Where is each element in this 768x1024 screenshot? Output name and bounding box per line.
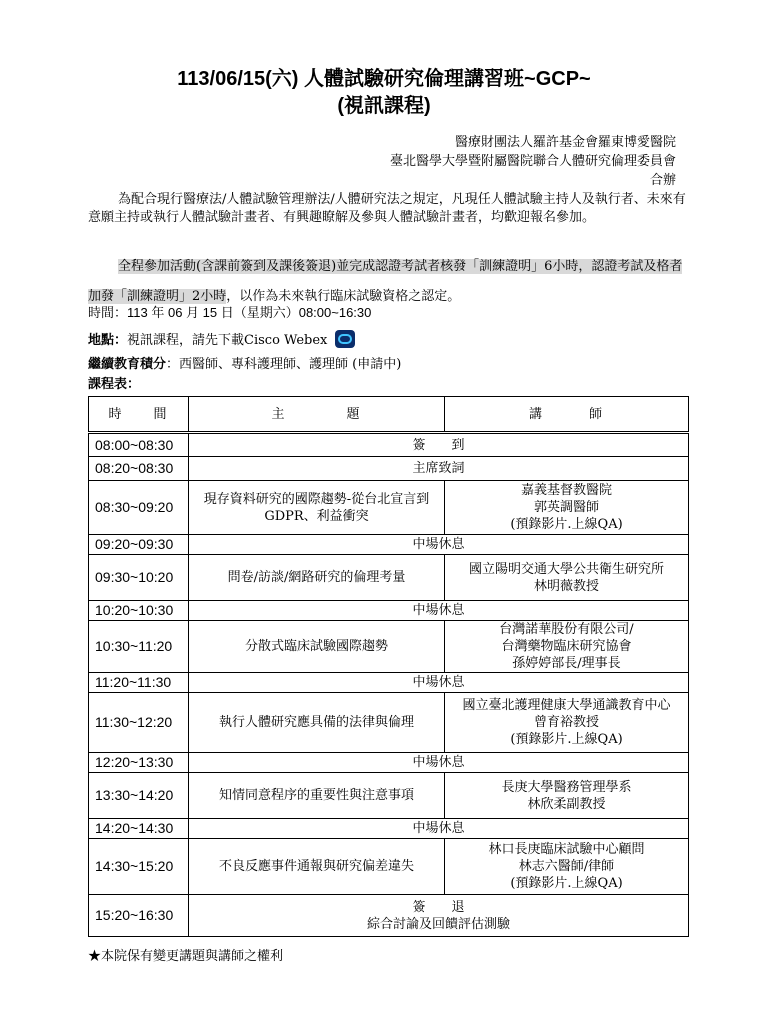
- speaker-line: 嘉義基督教醫院: [520, 483, 612, 498]
- closing-line: 綜合討論及回饋評估測驗: [366, 916, 510, 932]
- time-line: [88, 304, 371, 323]
- credits-line: [88, 356, 401, 374]
- session-time: 13:30~14:20: [89, 773, 189, 819]
- organizer-1: 醫療財團法人羅許基金會羅東博愛醫院: [454, 135, 676, 150]
- time-label: 時間：: [88, 306, 128, 321]
- table-row: [89, 535, 689, 555]
- intro-paragraph: 為配合現行醫療法/人體試驗管理辦法/人體研究法之規定，凡現任人體試驗主持人及執行者、未來有意願主持或執行人體試驗計畫者、有興趣瞭解及參與人體試驗計畫者，均歡迎報名參加。: [88, 192, 686, 225]
- table-row: [89, 895, 689, 937]
- session-time: 09:30~10:20: [89, 555, 189, 601]
- table-row: [89, 555, 689, 601]
- session-time: 10:20~10:30: [89, 601, 189, 621]
- credits-value: ：西醫師、專科護理師、護理師 (申請中): [166, 357, 402, 372]
- session-speaker: [445, 839, 689, 895]
- session-time: 08:20~08:30: [89, 457, 189, 481]
- header-speaker: 講 師: [445, 397, 689, 433]
- schedule-body: [89, 397, 689, 937]
- speaker-line: 國立臺北護理健康大學通識教育中心: [462, 698, 671, 713]
- session-topic: 執行人體研究應具備的法律與倫理: [189, 693, 445, 753]
- session-topic: 知情同意程序的重要性與注意事項: [189, 773, 445, 819]
- location-label: 地點：: [88, 333, 128, 348]
- speaker-line: 台灣藥物臨床研究協會: [501, 639, 632, 654]
- speaker-line: 國立陽明交通大學公共衛生研究所: [468, 561, 664, 577]
- session-speaker: [445, 693, 689, 753]
- session-time: 10:30~11:20: [89, 621, 189, 673]
- page-title: 113/06/15(六) 人體試驗研究倫理講習班~GCP~: [177, 68, 591, 90]
- certificate-paragraph: [88, 252, 688, 312]
- table-row: [89, 753, 689, 773]
- footnote: ★本院保有變更講題與講師之權利: [88, 949, 284, 964]
- session-topic: 問卷/訪談/網路研究的倫理考量: [189, 555, 445, 601]
- session-time: 08:30~09:20: [89, 481, 189, 535]
- session-closing: [189, 895, 689, 937]
- table-row: [89, 621, 689, 673]
- session-break: 主席致詞: [189, 457, 689, 481]
- session-time: 09:20~09:30: [89, 535, 189, 555]
- session-break: 中場休息: [189, 535, 689, 555]
- speaker-line: 孫婷婷部長/理事長: [512, 656, 621, 671]
- session-topic: 不良反應事件通報與研究偏差違失: [189, 839, 445, 895]
- session-break: 中場休息: [189, 819, 689, 839]
- session-break: 中場休息: [189, 753, 689, 773]
- organizer-2: 臺北醫學大學暨附屬醫院聯合人體研究倫理委員會: [389, 154, 676, 169]
- credits-label: 繼續教育積分: [88, 357, 167, 372]
- schedule-label: 課程表：: [88, 377, 141, 392]
- table-row: [89, 693, 689, 753]
- session-time: 08:00~08:30: [89, 433, 189, 457]
- time-value: 113 年 06 月 15 日（星期六）08:00~16:30: [127, 305, 372, 320]
- speaker-line: (預錄影片.上線QA): [510, 732, 623, 747]
- session-time: 11:30~12:20: [89, 693, 189, 753]
- session-speaker: [445, 773, 689, 819]
- session-speaker: [445, 621, 689, 673]
- table-row: [89, 819, 689, 839]
- speaker-line: (預錄影片.上線QA): [510, 876, 623, 891]
- organizer-joint: 合辦: [649, 173, 676, 188]
- table-row: [89, 673, 689, 693]
- session-time: 14:20~14:30: [89, 819, 189, 839]
- session-break: 中場休息: [189, 601, 689, 621]
- session-time: 11:20~11:30: [89, 673, 189, 693]
- speaker-line: (預錄影片.上線QA): [510, 517, 623, 532]
- schedule-table: [88, 396, 689, 937]
- certificate-highlight: 全程參加活動(含課前簽到及課後簽退)並完成認證考試者核發「訓練證明」6小時，認證考試及格者加發「訓練證明」2小時: [88, 259, 683, 304]
- table-row: [89, 457, 689, 481]
- session-time: 14:30~15:20: [89, 839, 189, 895]
- session-topic: 現存資料研究的國際趨勢-從台北宣言到GDPR、利益衝突: [189, 481, 445, 535]
- location-value: 視訊課程，請先下載Cisco Webex: [127, 333, 328, 348]
- speaker-line: 曾育裕教授: [533, 715, 599, 730]
- speaker-line: 林口長庚臨床試驗中心顧問: [488, 842, 645, 857]
- speaker-line: 郭英調醫師: [533, 500, 599, 515]
- speaker-line: 台灣諾華股份有限公司/: [499, 622, 634, 637]
- session-topic: 分散式臨床試驗國際趨勢: [189, 621, 445, 673]
- session-break: 中場休息: [189, 673, 689, 693]
- header-time: 時 間: [89, 397, 189, 433]
- table-row: [89, 773, 689, 819]
- table-row: [89, 481, 689, 535]
- speaker-line: 林欣柔副教授: [527, 796, 606, 812]
- speaker-line: 林明薇教授: [533, 578, 599, 594]
- page-subtitle: (視訊課程): [337, 95, 431, 117]
- speaker-line: 長庚大學醫務管理學系: [501, 779, 632, 795]
- session-speaker: [445, 481, 689, 535]
- webex-icon: [335, 330, 355, 348]
- table-header-row: [89, 397, 689, 433]
- header-topic: 主 題: [189, 397, 445, 433]
- table-row: [89, 433, 689, 457]
- session-speaker: [445, 555, 689, 601]
- closing-line: 簽 退: [412, 899, 465, 915]
- speaker-line: 林志六醫師/律師: [518, 859, 615, 874]
- table-row: [89, 839, 689, 895]
- session-break: 簽 到: [189, 433, 689, 457]
- session-time: 15:20~16:30: [89, 895, 189, 937]
- certificate-rest: ，以作為未來執行臨床試驗資格之認定。: [226, 289, 461, 304]
- session-time: 12:20~13:30: [89, 753, 189, 773]
- table-row: [89, 601, 689, 621]
- location-line: [88, 330, 355, 350]
